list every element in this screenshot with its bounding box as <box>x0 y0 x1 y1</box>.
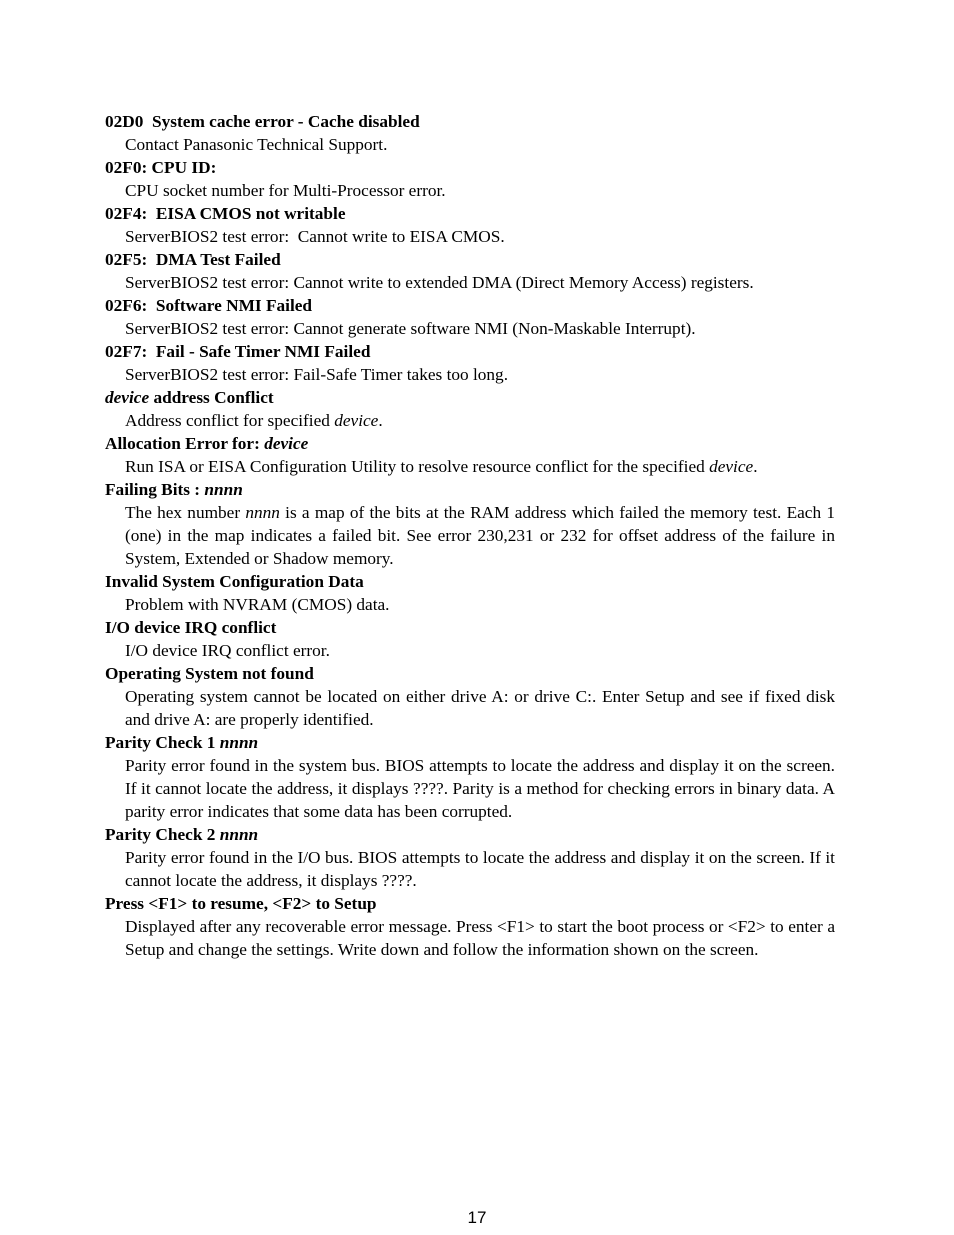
entry-parity-check-1 <box>105 731 835 823</box>
entry-description: Run ISA or EISA Configuration Utility to resolve resource conflict for the specified device. <box>125 457 758 476</box>
entry-description: CPU socket number for Multi-Processor error. <box>125 181 446 200</box>
entry-device-address-conflict <box>105 386 835 432</box>
entry-allocation-error <box>105 432 835 478</box>
entry-term: Invalid System Configuration Data <box>105 572 364 591</box>
entry-description: Contact Panasonic Technical Support. <box>125 135 388 154</box>
entry-io-device-irq-conflict <box>105 616 835 662</box>
entry-02d0 <box>105 110 835 156</box>
entry-description: Displayed after any recoverable error message. Press <F1> to start the boot process or <F2> to enter a Setup and change the settings. Write down and follow the information shown on the screen. <box>125 917 835 959</box>
entry-term: 02F6: Software NMI Failed <box>105 296 313 315</box>
entry-press-f1-f2 <box>105 892 835 961</box>
entry-term: Operating System not found <box>105 664 314 683</box>
error-message-list <box>105 110 835 961</box>
entry-operating-system-not-found <box>105 662 835 731</box>
entry-description: Address conflict for specified device. <box>125 411 383 430</box>
entry-description: Problem with NVRAM (CMOS) data. <box>125 595 390 614</box>
entry-description: I/O device IRQ conflict error. <box>125 641 330 660</box>
entry-description: The hex number nnnn is a map of the bits at the RAM address which failed the memory test. Each 1 (one) in the map indicates a failed bit. See error 230,231 or 232 for offset address of the failure in System, Extended or Shadow memory. <box>125 503 835 568</box>
entry-description: ServerBIOS2 test error: Cannot generate software NMI (Non-Maskable Interrupt). <box>125 319 696 338</box>
entry-parity-check-2 <box>105 823 835 892</box>
entry-02f4 <box>105 202 835 248</box>
entry-term: Failing Bits : nnnn <box>105 480 243 499</box>
entry-term: 02F7: Fail - Safe Timer NMI Failed <box>105 342 371 361</box>
entry-term: Press <F1> to resume, <F2> to Setup <box>105 894 377 913</box>
entry-invalid-system-configuration <box>105 570 835 616</box>
entry-term: Parity Check 2 nnnn <box>105 825 259 844</box>
entry-term: 02F5: DMA Test Failed <box>105 250 281 269</box>
entry-description: Parity error found in the I/O bus. BIOS attempts to locate the address and display it on the screen. If it cannot locate the address, it displays ????. <box>125 848 835 890</box>
entry-description: ServerBIOS2 test error: Cannot write to EISA CMOS. <box>125 227 505 246</box>
entry-description: ServerBIOS2 test error: Cannot write to extended DMA (Direct Memory Access) registers. <box>125 273 754 292</box>
entry-failing-bits <box>105 478 835 570</box>
entry-term: I/O device IRQ conflict <box>105 618 277 637</box>
entry-02f5 <box>105 248 835 294</box>
entry-term: 02F0: CPU ID: <box>105 158 217 177</box>
entry-description: ServerBIOS2 test error: Fail-Safe Timer takes too long. <box>125 365 509 384</box>
entry-description: Parity error found in the system bus. BIOS attempts to locate the address and display it on the screen. If it cannot locate the address, it displays ????. Parity is a method for checking errors in binary data. A parity error indicates that some data has been corrupted. <box>125 756 835 821</box>
entry-02f6 <box>105 294 835 340</box>
entry-term: Allocation Error for: device <box>105 434 309 453</box>
entry-02f7 <box>105 340 835 386</box>
entry-term: 02F4: EISA CMOS not writable <box>105 204 346 223</box>
entry-description: Operating system cannot be located on either drive A: or drive C:. Enter Setup and see if fixed disk and drive A: are properly identified. <box>125 687 835 729</box>
entry-term: 02D0 System cache error - Cache disabled <box>105 112 420 131</box>
entry-term: device address Conflict <box>105 388 274 407</box>
entry-term: Parity Check 1 nnnn <box>105 733 259 752</box>
entry-02f0 <box>105 156 835 202</box>
page-number: 17 <box>467 1208 487 1227</box>
